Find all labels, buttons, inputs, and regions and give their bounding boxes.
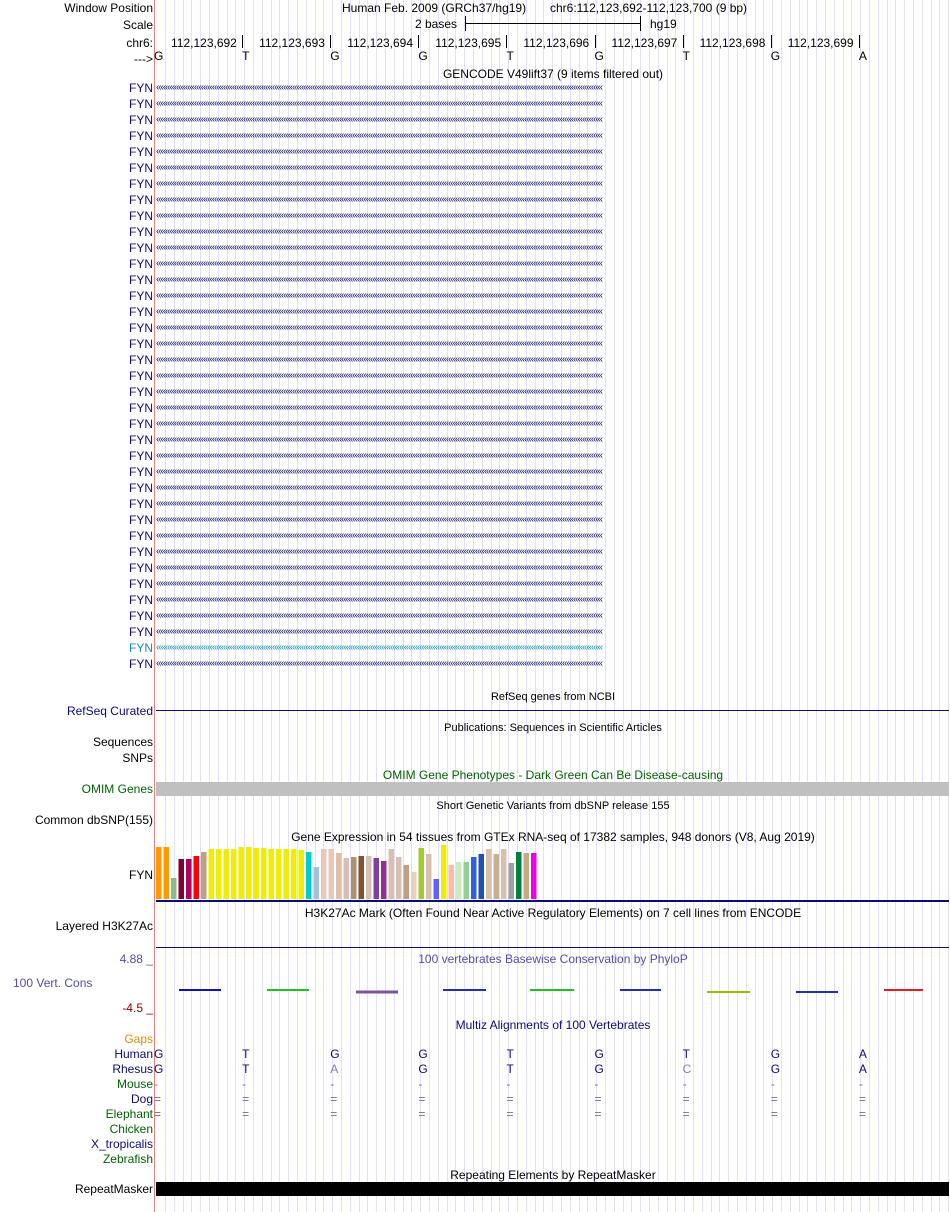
gencode-transcript[interactable]: ‹‹‹‹‹‹‹‹‹‹‹‹‹‹‹‹‹‹‹‹‹‹‹‹‹‹‹‹‹‹‹‹‹‹‹‹‹‹‹‹‹‹‹‹‹‹‹‹‹‹‹‹‹‹‹‹‹‹‹‹‹‹‹‹‹‹‹‹‹‹‹‹‹‹‹‹‹‹‹‹‹‹‹‹‹‹‹‹‹‹‹‹‹‹‹‹‹‹‹‹‹‹‹‹‹‹‹‹‹‹‹‹‹‹‹‹‹‹‹‹‹‹‹‹‹‹‹‹‹‹‹‹‹‹‹‹‹‹‹‹‹‹‹‹‹‹‹‹‹‹‹‹‹‹‹‹‹‹‹‹‹‹‹‹‹‹‹‹‹‹‹‹‹‹‹‹‹‹‹‹‹‹‹‹‹‹‹‹‹‹‹‹‹‹‹‹‹‹‹‹ bbox=[156, 450, 603, 461]
gaps-label[interactable]: Gaps bbox=[124, 1032, 153, 1046]
base-letter: G bbox=[594, 49, 604, 63]
assembly-label: Human Feb. 2009 (GRCh37/hg19) bbox=[342, 1, 527, 15]
gencode-transcript[interactable]: ‹‹‹‹‹‹‹‹‹‹‹‹‹‹‹‹‹‹‹‹‹‹‹‹‹‹‹‹‹‹‹‹‹‹‹‹‹‹‹‹‹‹‹‹‹‹‹‹‹‹‹‹‹‹‹‹‹‹‹‹‹‹‹‹‹‹‹‹‹‹‹‹‹‹‹‹‹‹‹‹‹‹‹‹‹‹‹‹‹‹‹‹‹‹‹‹‹‹‹‹‹‹‹‹‹‹‹‹‹‹‹‹‹‹‹‹‹‹‹‹‹‹‹‹‹‹‹‹‹‹‹‹‹‹‹‹‹‹‹‹‹‹‹‹‹‹‹‹‹‹‹‹‹‹‹‹‹‹‹‹‹‹‹‹‹‹‹‹‹‹‹‹‹‹‹‹‹‹‹‹‹‹‹‹‹‹‹‹‹‹‹‹‹‹‹‹‹‹‹‹ bbox=[156, 130, 603, 141]
publications-track-title[interactable]: Publications: Sequences in Scientific Articles bbox=[444, 722, 662, 734]
gencode-transcript[interactable]: ‹‹‹‹‹‹‹‹‹‹‹‹‹‹‹‹‹‹‹‹‹‹‹‹‹‹‹‹‹‹‹‹‹‹‹‹‹‹‹‹‹‹‹‹‹‹‹‹‹‹‹‹‹‹‹‹‹‹‹‹‹‹‹‹‹‹‹‹‹‹‹‹‹‹‹‹‹‹‹‹‹‹‹‹‹‹‹‹‹‹‹‹‹‹‹‹‹‹‹‹‹‹‹‹‹‹‹‹‹‹‹‹‹‹‹‹‹‹‹‹‹‹‹‹‹‹‹‹‹‹‹‹‹‹‹‹‹‹‹‹‹‹‹‹‹‹‹‹‹‹‹‹‹‹‹‹‹‹‹‹‹‹‹‹‹‹‹‹‹‹‹‹‹‹‹‹‹‹‹‹‹‹‹‹‹‹‹‹‹‹‹‹‹‹‹‹‹‹‹‹ bbox=[156, 82, 603, 93]
multiz-base: G bbox=[770, 1047, 781, 1061]
gencode-gene-label[interactable]: FYN bbox=[129, 465, 153, 479]
gencode-transcript[interactable]: ‹‹‹‹‹‹‹‹‹‹‹‹‹‹‹‹‹‹‹‹‹‹‹‹‹‹‹‹‹‹‹‹‹‹‹‹‹‹‹‹‹‹‹‹‹‹‹‹‹‹‹‹‹‹‹‹‹‹‹‹‹‹‹‹‹‹‹‹‹‹‹‹‹‹‹‹‹‹‹‹‹‹‹‹‹‹‹‹‹‹‹‹‹‹‹‹‹‹‹‹‹‹‹‹‹‹‹‹‹‹‹‹‹‹‹‹‹‹‹‹‹‹‹‹‹‹‹‹‹‹‹‹‹‹‹‹‹‹‹‹‹‹‹‹‹‹‹‹‹‹‹‹‹‹‹‹‹‹‹‹‹‹‹‹‹‹‹‹‹‹‹‹‹‹‹‹‹‹‹‹‹‹‹‹‹‹‹‹‹‹‹‹‹‹‹‹‹‹‹‹ bbox=[156, 226, 603, 237]
refseq-label[interactable]: RefSeq Curated bbox=[66, 704, 153, 718]
gencode-transcript[interactable]: ‹‹‹‹‹‹‹‹‹‹‹‹‹‹‹‹‹‹‹‹‹‹‹‹‹‹‹‹‹‹‹‹‹‹‹‹‹‹‹‹‹‹‹‹‹‹‹‹‹‹‹‹‹‹‹‹‹‹‹‹‹‹‹‹‹‹‹‹‹‹‹‹‹‹‹‹‹‹‹‹‹‹‹‹‹‹‹‹‹‹‹‹‹‹‹‹‹‹‹‹‹‹‹‹‹‹‹‹‹‹‹‹‹‹‹‹‹‹‹‹‹‹‹‹‹‹‹‹‹‹‹‹‹‹‹‹‹‹‹‹‹‹‹‹‹‹‹‹‹‹‹‹‹‹‹‹‹‹‹‹‹‹‹‹‹‹‹‹‹‹‹‹‹‹‹‹‹‹‹‹‹‹‹‹‹‹‹‹‹‹‹‹‹‹‹‹‹‹‹‹ bbox=[156, 578, 603, 589]
multiz-track-title[interactable]: Multiz Alignments of 100 Vertebrates bbox=[455, 1018, 651, 1032]
gencode-gene-label[interactable]: FYN bbox=[129, 337, 153, 351]
gencode-gene-label[interactable]: FYN bbox=[129, 481, 153, 495]
gencode-gene-label[interactable]: FYN bbox=[129, 161, 153, 175]
gencode-gene-label[interactable]: FYN bbox=[129, 449, 153, 463]
gencode-transcript[interactable]: ‹‹‹‹‹‹‹‹‹‹‹‹‹‹‹‹‹‹‹‹‹‹‹‹‹‹‹‹‹‹‹‹‹‹‹‹‹‹‹‹‹‹‹‹‹‹‹‹‹‹‹‹‹‹‹‹‹‹‹‹‹‹‹‹‹‹‹‹‹‹‹‹‹‹‹‹‹‹‹‹‹‹‹‹‹‹‹‹‹‹‹‹‹‹‹‹‹‹‹‹‹‹‹‹‹‹‹‹‹‹‹‹‹‹‹‹‹‹‹‹‹‹‹‹‹‹‹‹‹‹‹‹‹‹‹‹‹‹‹‹‹‹‹‹‹‹‹‹‹‹‹‹‹‹‹‹‹‹‹‹‹‹‹‹‹‹‹‹‹‹‹‹‹‹‹‹‹‹‹‹‹‹‹‹‹‹‹‹‹‹‹‹‹‹‹‹‹‹‹‹ bbox=[156, 98, 603, 109]
base-letter: G bbox=[330, 49, 340, 63]
gencode-gene-label[interactable]: FYN bbox=[129, 401, 153, 415]
base-letter: T bbox=[682, 49, 690, 63]
gencode-track-title[interactable]: GENCODE V49lift37 (9 items filtered out) bbox=[442, 67, 664, 81]
multiz-base: = bbox=[594, 1107, 602, 1121]
gencode-transcript[interactable]: ‹‹‹‹‹‹‹‹‹‹‹‹‹‹‹‹‹‹‹‹‹‹‹‹‹‹‹‹‹‹‹‹‹‹‹‹‹‹‹‹‹‹‹‹‹‹‹‹‹‹‹‹‹‹‹‹‹‹‹‹‹‹‹‹‹‹‹‹‹‹‹‹‹‹‹‹‹‹‹‹‹‹‹‹‹‹‹‹‹‹‹‹‹‹‹‹‹‹‹‹‹‹‹‹‹‹‹‹‹‹‹‹‹‹‹‹‹‹‹‹‹‹‹‹‹‹‹‹‹‹‹‹‹‹‹‹‹‹‹‹‹‹‹‹‹‹‹‹‹‹‹‹‹‹‹‹‹‹‹‹‹‹‹‹‹‹‹‹‹‹‹‹‹‹‹‹‹‹‹‹‹‹‹‹‹‹‹‹‹‹‹‹‹‹‹‹‹‹‹‹ bbox=[156, 626, 603, 637]
ruler-position: 112,123,696 bbox=[523, 36, 590, 50]
ruler-position: 112,123,695 bbox=[435, 36, 502, 50]
ruler-position: 112,123,692 bbox=[171, 36, 237, 50]
base-letter: A bbox=[858, 49, 867, 63]
gencode-transcript[interactable]: ‹‹‹‹‹‹‹‹‹‹‹‹‹‹‹‹‹‹‹‹‹‹‹‹‹‹‹‹‹‹‹‹‹‹‹‹‹‹‹‹‹‹‹‹‹‹‹‹‹‹‹‹‹‹‹‹‹‹‹‹‹‹‹‹‹‹‹‹‹‹‹‹‹‹‹‹‹‹‹‹‹‹‹‹‹‹‹‹‹‹‹‹‹‹‹‹‹‹‹‹‹‹‹‹‹‹‹‹‹‹‹‹‹‹‹‹‹‹‹‹‹‹‹‹‹‹‹‹‹‹‹‹‹‹‹‹‹‹‹‹‹‹‹‹‹‹‹‹‹‹‹‹‹‹‹‹‹‹‹‹‹‹‹‹‹‹‹‹‹‹‹‹‹‹‹‹‹‹‹‹‹‹‹‹‹‹‹‹‹‹‹‹‹‹‹‹‹‹‹‹ bbox=[156, 498, 603, 509]
gencode-transcript[interactable]: ‹‹‹‹‹‹‹‹‹‹‹‹‹‹‹‹‹‹‹‹‹‹‹‹‹‹‹‹‹‹‹‹‹‹‹‹‹‹‹‹‹‹‹‹‹‹‹‹‹‹‹‹‹‹‹‹‹‹‹‹‹‹‹‹‹‹‹‹‹‹‹‹‹‹‹‹‹‹‹‹‹‹‹‹‹‹‹‹‹‹‹‹‹‹‹‹‹‹‹‹‹‹‹‹‹‹‹‹‹‹‹‹‹‹‹‹‹‹‹‹‹‹‹‹‹‹‹‹‹‹‹‹‹‹‹‹‹‹‹‹‹‹‹‹‹‹‹‹‹‹‹‹‹‹‹‹‹‹‹‹‹‹‹‹‹‹‹‹‹‹‹‹‹‹‹‹‹‹‹‹‹‹‹‹‹‹‹‹‹‹‹‹‹‹‹‹‹‹‹‹ bbox=[156, 194, 603, 205]
gencode-gene-label[interactable]: FYN bbox=[129, 321, 153, 335]
gencode-gene-label[interactable]: FYN bbox=[129, 177, 153, 191]
omim-track-title[interactable]: OMIM Gene Phenotypes - Dark Green Can Be Disease-causing bbox=[382, 768, 724, 782]
multiz-base: = bbox=[682, 1107, 690, 1121]
multiz-base: = bbox=[242, 1092, 250, 1106]
gencode-transcript[interactable]: ‹‹‹‹‹‹‹‹‹‹‹‹‹‹‹‹‹‹‹‹‹‹‹‹‹‹‹‹‹‹‹‹‹‹‹‹‹‹‹‹‹‹‹‹‹‹‹‹‹‹‹‹‹‹‹‹‹‹‹‹‹‹‹‹‹‹‹‹‹‹‹‹‹‹‹‹‹‹‹‹‹‹‹‹‹‹‹‹‹‹‹‹‹‹‹‹‹‹‹‹‹‹‹‹‹‹‹‹‹‹‹‹‹‹‹‹‹‹‹‹‹‹‹‹‹‹‹‹‹‹‹‹‹‹‹‹‹‹‹‹‹‹‹‹‹‹‹‹‹‹‹‹‹‹‹‹‹‹‹‹‹‹‹‹‹‹‹‹‹‹‹‹‹‹‹‹‹‹‹‹‹‹‹‹‹‹‹‹‹‹‹‹‹‹‹‹‹‹‹‹ bbox=[156, 258, 603, 269]
gencode-transcript[interactable]: ‹‹‹‹‹‹‹‹‹‹‹‹‹‹‹‹‹‹‹‹‹‹‹‹‹‹‹‹‹‹‹‹‹‹‹‹‹‹‹‹‹‹‹‹‹‹‹‹‹‹‹‹‹‹‹‹‹‹‹‹‹‹‹‹‹‹‹‹‹‹‹‹‹‹‹‹‹‹‹‹‹‹‹‹‹‹‹‹‹‹‹‹‹‹‹‹‹‹‹‹‹‹‹‹‹‹‹‹‹‹‹‹‹‹‹‹‹‹‹‹‹‹‹‹‹‹‹‹‹‹‹‹‹‹‹‹‹‹‹‹‹‹‹‹‹‹‹‹‹‹‹‹‹‹‹‹‹‹‹‹‹‹‹‹‹‹‹‹‹‹‹‹‹‹‹‹‹‹‹‹‹‹‹‹‹‹‹‹‹‹‹‹‹‹‹‹‹‹‹‹ bbox=[156, 434, 603, 445]
gencode-gene-label[interactable]: FYN bbox=[129, 353, 153, 367]
gencode-transcript[interactable]: ‹‹‹‹‹‹‹‹‹‹‹‹‹‹‹‹‹‹‹‹‹‹‹‹‹‹‹‹‹‹‹‹‹‹‹‹‹‹‹‹‹‹‹‹‹‹‹‹‹‹‹‹‹‹‹‹‹‹‹‹‹‹‹‹‹‹‹‹‹‹‹‹‹‹‹‹‹‹‹‹‹‹‹‹‹‹‹‹‹‹‹‹‹‹‹‹‹‹‹‹‹‹‹‹‹‹‹‹‹‹‹‹‹‹‹‹‹‹‹‹‹‹‹‹‹‹‹‹‹‹‹‹‹‹‹‹‹‹‹‹‹‹‹‹‹‹‹‹‹‹‹‹‹‹‹‹‹‹‹‹‹‹‹‹‹‹‹‹‹‹‹‹‹‹‹‹‹‹‹‹‹‹‹‹‹‹‹‹‹‹‹‹‹‹‹‹‹‹‹‹ bbox=[156, 306, 603, 317]
multiz-base: = bbox=[506, 1107, 514, 1121]
gencode-gene-label[interactable]: FYN bbox=[129, 561, 153, 575]
multiz-base: = bbox=[770, 1092, 778, 1106]
omim-label[interactable]: OMIM Genes bbox=[81, 782, 153, 796]
multiz-species-label[interactable]: X_tropicalis bbox=[90, 1137, 153, 1151]
multiz-base: = bbox=[242, 1107, 250, 1121]
multiz-base: G bbox=[154, 1062, 164, 1076]
gencode-transcript[interactable]: ‹‹‹‹‹‹‹‹‹‹‹‹‹‹‹‹‹‹‹‹‹‹‹‹‹‹‹‹‹‹‹‹‹‹‹‹‹‹‹‹‹‹‹‹‹‹‹‹‹‹‹‹‹‹‹‹‹‹‹‹‹‹‹‹‹‹‹‹‹‹‹‹‹‹‹‹‹‹‹‹‹‹‹‹‹‹‹‹‹‹‹‹‹‹‹‹‹‹‹‹‹‹‹‹‹‹‹‹‹‹‹‹‹‹‹‹‹‹‹‹‹‹‹‹‹‹‹‹‹‹‹‹‹‹‹‹‹‹‹‹‹‹‹‹‹‹‹‹‹‹‹‹‹‹‹‹‹‹‹‹‹‹‹‹‹‹‹‹‹‹‹‹‹‹‹‹‹‹‹‹‹‹‹‹‹‹‹‹‹‹‹‹‹‹‹‹‹‹‹‹ bbox=[156, 210, 603, 221]
multiz-base: G bbox=[418, 1047, 428, 1061]
repeatmasker-track-title[interactable]: Repeating Elements by RepeatMasker bbox=[450, 1168, 656, 1182]
base-letter: G bbox=[418, 49, 428, 63]
gencode-gene-label[interactable]: FYN bbox=[129, 593, 153, 607]
multiz-base: - bbox=[418, 1077, 423, 1091]
multiz-base: - bbox=[594, 1077, 599, 1091]
gencode-transcript[interactable]: ‹‹‹‹‹‹‹‹‹‹‹‹‹‹‹‹‹‹‹‹‹‹‹‹‹‹‹‹‹‹‹‹‹‹‹‹‹‹‹‹‹‹‹‹‹‹‹‹‹‹‹‹‹‹‹‹‹‹‹‹‹‹‹‹‹‹‹‹‹‹‹‹‹‹‹‹‹‹‹‹‹‹‹‹‹‹‹‹‹‹‹‹‹‹‹‹‹‹‹‹‹‹‹‹‹‹‹‹‹‹‹‹‹‹‹‹‹‹‹‹‹‹‹‹‹‹‹‹‹‹‹‹‹‹‹‹‹‹‹‹‹‹‹‹‹‹‹‹‹‹‹‹‹‹‹‹‹‹‹‹‹‹‹‹‹‹‹‹‹‹‹‹‹‹‹‹‹‹‹‹‹‹‹‹‹‹‹‹‹‹‹‹‹‹‹‹‹‹‹‹ bbox=[156, 338, 603, 349]
gencode-gene-label[interactable]: FYN bbox=[129, 641, 153, 655]
multiz-base: T bbox=[506, 1062, 514, 1076]
gencode-transcript[interactable]: ‹‹‹‹‹‹‹‹‹‹‹‹‹‹‹‹‹‹‹‹‹‹‹‹‹‹‹‹‹‹‹‹‹‹‹‹‹‹‹‹‹‹‹‹‹‹‹‹‹‹‹‹‹‹‹‹‹‹‹‹‹‹‹‹‹‹‹‹‹‹‹‹‹‹‹‹‹‹‹‹‹‹‹‹‹‹‹‹‹‹‹‹‹‹‹‹‹‹‹‹‹‹‹‹‹‹‹‹‹‹‹‹‹‹‹‹‹‹‹‹‹‹‹‹‹‹‹‹‹‹‹‹‹‹‹‹‹‹‹‹‹‹‹‹‹‹‹‹‹‹‹‹‹‹‹‹‹‹‹‹‹‹‹‹‹‹‹‹‹‹‹‹‹‹‹‹‹‹‹‹‹‹‹‹‹‹‹‹‹‹‹‹‹‹‹‹‹‹‹‹ bbox=[156, 546, 603, 557]
gencode-transcript[interactable]: ‹‹‹‹‹‹‹‹‹‹‹‹‹‹‹‹‹‹‹‹‹‹‹‹‹‹‹‹‹‹‹‹‹‹‹‹‹‹‹‹‹‹‹‹‹‹‹‹‹‹‹‹‹‹‹‹‹‹‹‹‹‹‹‹‹‹‹‹‹‹‹‹‹‹‹‹‹‹‹‹‹‹‹‹‹‹‹‹‹‹‹‹‹‹‹‹‹‹‹‹‹‹‹‹‹‹‹‹‹‹‹‹‹‹‹‹‹‹‹‹‹‹‹‹‹‹‹‹‹‹‹‹‹‹‹‹‹‹‹‹‹‹‹‹‹‹‹‹‹‹‹‹‹‹‹‹‹‹‹‹‹‹‹‹‹‹‹‹‹‹‹‹‹‹‹‹‹‹‹‹‹‹‹‹‹‹‹‹‹‹‹‹‹‹‹‹‹‹‹‹ bbox=[156, 370, 603, 381]
refseq-track-title[interactable]: RefSeq genes from NCBI bbox=[490, 691, 616, 703]
multiz-base: A bbox=[858, 1047, 867, 1061]
gencode-gene-label[interactable]: FYN bbox=[129, 305, 153, 319]
dbsnp-label[interactable]: Common dbSNP(155) bbox=[34, 813, 153, 827]
phylop-ymin: -4.5 _ bbox=[122, 1001, 153, 1015]
multiz-base: - bbox=[682, 1077, 687, 1091]
gencode-transcript[interactable]: ‹‹‹‹‹‹‹‹‹‹‹‹‹‹‹‹‹‹‹‹‹‹‹‹‹‹‹‹‹‹‹‹‹‹‹‹‹‹‹‹‹‹‹‹‹‹‹‹‹‹‹‹‹‹‹‹‹‹‹‹‹‹‹‹‹‹‹‹‹‹‹‹‹‹‹‹‹‹‹‹‹‹‹‹‹‹‹‹‹‹‹‹‹‹‹‹‹‹‹‹‹‹‹‹‹‹‹‹‹‹‹‹‹‹‹‹‹‹‹‹‹‹‹‹‹‹‹‹‹‹‹‹‹‹‹‹‹‹‹‹‹‹‹‹‹‹‹‹‹‹‹‹‹‹‹‹‹‹‹‹‹‹‹‹‹‹‹‹‹‹‹‹‹‹‹‹‹‹‹‹‹‹‹‹‹‹‹‹‹‹‹‹‹‹‹‹‹‹‹‹ bbox=[156, 514, 603, 525]
multiz-base: - bbox=[506, 1077, 511, 1091]
multiz-base: = bbox=[330, 1092, 338, 1106]
gencode-transcript[interactable]: ‹‹‹‹‹‹‹‹‹‹‹‹‹‹‹‹‹‹‹‹‹‹‹‹‹‹‹‹‹‹‹‹‹‹‹‹‹‹‹‹‹‹‹‹‹‹‹‹‹‹‹‹‹‹‹‹‹‹‹‹‹‹‹‹‹‹‹‹‹‹‹‹‹‹‹‹‹‹‹‹‹‹‹‹‹‹‹‹‹‹‹‹‹‹‹‹‹‹‹‹‹‹‹‹‹‹‹‹‹‹‹‹‹‹‹‹‹‹‹‹‹‹‹‹‹‹‹‹‹‹‹‹‹‹‹‹‹‹‹‹‹‹‹‹‹‹‹‹‹‹‹‹‹‹‹‹‹‹‹‹‹‹‹‹‹‹‹‹‹‹‹‹‹‹‹‹‹‹‹‹‹‹‹‹‹‹‹‹‹‹‹‹‹‹‹‹‹‹‹‹ bbox=[156, 242, 603, 253]
multiz-base: G bbox=[330, 1047, 340, 1061]
multiz-base: G bbox=[770, 1062, 781, 1076]
gencode-transcript[interactable]: ‹‹‹‹‹‹‹‹‹‹‹‹‹‹‹‹‹‹‹‹‹‹‹‹‹‹‹‹‹‹‹‹‹‹‹‹‹‹‹‹‹‹‹‹‹‹‹‹‹‹‹‹‹‹‹‹‹‹‹‹‹‹‹‹‹‹‹‹‹‹‹‹‹‹‹‹‹‹‹‹‹‹‹‹‹‹‹‹‹‹‹‹‹‹‹‹‹‹‹‹‹‹‹‹‹‹‹‹‹‹‹‹‹‹‹‹‹‹‹‹‹‹‹‹‹‹‹‹‹‹‹‹‹‹‹‹‹‹‹‹‹‹‹‹‹‹‹‹‹‹‹‹‹‹‹‹‹‹‹‹‹‹‹‹‹‹‹‹‹‹‹‹‹‹‹‹‹‹‹‹‹‹‹‹‹‹‹‹‹‹‹‹‹‹‹‹‹‹‹‹ bbox=[156, 274, 603, 285]
multiz-base: G bbox=[418, 1062, 428, 1076]
multiz-base: T bbox=[682, 1047, 690, 1061]
multiz-base: = bbox=[418, 1107, 426, 1121]
gencode-transcript[interactable]: ‹‹‹‹‹‹‹‹‹‹‹‹‹‹‹‹‹‹‹‹‹‹‹‹‹‹‹‹‹‹‹‹‹‹‹‹‹‹‹‹‹‹‹‹‹‹‹‹‹‹‹‹‹‹‹‹‹‹‹‹‹‹‹‹‹‹‹‹‹‹‹‹‹‹‹‹‹‹‹‹‹‹‹‹‹‹‹‹‹‹‹‹‹‹‹‹‹‹‹‹‹‹‹‹‹‹‹‹‹‹‹‹‹‹‹‹‹‹‹‹‹‹‹‹‹‹‹‹‹‹‹‹‹‹‹‹‹‹‹‹‹‹‹‹‹‹‹‹‹‹‹‹‹‹‹‹‹‹‹‹‹‹‹‹‹‹‹‹‹‹‹‹‹‹‹‹‹‹‹‹‹‹‹‹‹‹‹‹‹‹‹‹‹‹‹‹‹‹‹‹ bbox=[156, 322, 603, 333]
multiz-base: = bbox=[154, 1107, 162, 1121]
multiz-base: T bbox=[242, 1062, 250, 1076]
ruler-position: 112,123,697 bbox=[611, 36, 678, 50]
gencode-transcript[interactable]: ‹‹‹‹‹‹‹‹‹‹‹‹‹‹‹‹‹‹‹‹‹‹‹‹‹‹‹‹‹‹‹‹‹‹‹‹‹‹‹‹‹‹‹‹‹‹‹‹‹‹‹‹‹‹‹‹‹‹‹‹‹‹‹‹‹‹‹‹‹‹‹‹‹‹‹‹‹‹‹‹‹‹‹‹‹‹‹‹‹‹‹‹‹‹‹‹‹‹‹‹‹‹‹‹‹‹‹‹‹‹‹‹‹‹‹‹‹‹‹‹‹‹‹‹‹‹‹‹‹‹‹‹‹‹‹‹‹‹‹‹‹‹‹‹‹‹‹‹‹‹‹‹‹‹‹‹‹‹‹‹‹‹‹‹‹‹‹‹‹‹‹‹‹‹‹‹‹‹‹‹‹‹‹‹‹‹‹‹‹‹‹‹‹‹‹‹‹‹‹‹ bbox=[156, 658, 603, 669]
window-position-label: Window Position bbox=[64, 1, 153, 15]
multiz-base: T bbox=[242, 1047, 250, 1061]
gencode-transcript[interactable]: ‹‹‹‹‹‹‹‹‹‹‹‹‹‹‹‹‹‹‹‹‹‹‹‹‹‹‹‹‹‹‹‹‹‹‹‹‹‹‹‹‹‹‹‹‹‹‹‹‹‹‹‹‹‹‹‹‹‹‹‹‹‹‹‹‹‹‹‹‹‹‹‹‹‹‹‹‹‹‹‹‹‹‹‹‹‹‹‹‹‹‹‹‹‹‹‹‹‹‹‹‹‹‹‹‹‹‹‹‹‹‹‹‹‹‹‹‹‹‹‹‹‹‹‹‹‹‹‹‹‹‹‹‹‹‹‹‹‹‹‹‹‹‹‹‹‹‹‹‹‹‹‹‹‹‹‹‹‹‹‹‹‹‹‹‹‹‹‹‹‹‹‹‹‹‹‹‹‹‹‹‹‹‹‹‹‹‹‹‹‹‹‹‹‹‹‹‹‹‹‹ bbox=[156, 290, 603, 301]
gencode-transcript[interactable]: ‹‹‹‹‹‹‹‹‹‹‹‹‹‹‹‹‹‹‹‹‹‹‹‹‹‹‹‹‹‹‹‹‹‹‹‹‹‹‹‹‹‹‹‹‹‹‹‹‹‹‹‹‹‹‹‹‹‹‹‹‹‹‹‹‹‹‹‹‹‹‹‹‹‹‹‹‹‹‹‹‹‹‹‹‹‹‹‹‹‹‹‹‹‹‹‹‹‹‹‹‹‹‹‹‹‹‹‹‹‹‹‹‹‹‹‹‹‹‹‹‹‹‹‹‹‹‹‹‹‹‹‹‹‹‹‹‹‹‹‹‹‹‹‹‹‹‹‹‹‹‹‹‹‹‹‹‹‹‹‹‹‹‹‹‹‹‹‹‹‹‹‹‹‹‹‹‹‹‹‹‹‹‹‹‹‹‹‹‹‹‹‹‹‹‹‹‹‹‹‹ bbox=[156, 610, 603, 621]
window-position-value: chr6:112,123,692-112,123,700 (9 bp) bbox=[550, 1, 748, 15]
gencode-gene-label[interactable]: FYN bbox=[129, 577, 153, 591]
gencode-gene-label[interactable]: FYN bbox=[129, 529, 153, 543]
multiz-species-label[interactable]: Elephant bbox=[105, 1107, 153, 1121]
multiz-species-label[interactable]: Human bbox=[114, 1047, 153, 1061]
gencode-transcript[interactable]: ‹‹‹‹‹‹‹‹‹‹‹‹‹‹‹‹‹‹‹‹‹‹‹‹‹‹‹‹‹‹‹‹‹‹‹‹‹‹‹‹‹‹‹‹‹‹‹‹‹‹‹‹‹‹‹‹‹‹‹‹‹‹‹‹‹‹‹‹‹‹‹‹‹‹‹‹‹‹‹‹‹‹‹‹‹‹‹‹‹‹‹‹‹‹‹‹‹‹‹‹‹‹‹‹‹‹‹‹‹‹‹‹‹‹‹‹‹‹‹‹‹‹‹‹‹‹‹‹‹‹‹‹‹‹‹‹‹‹‹‹‹‹‹‹‹‹‹‹‹‹‹‹‹‹‹‹‹‹‹‹‹‹‹‹‹‹‹‹‹‹‹‹‹‹‹‹‹‹‹‹‹‹‹‹‹‹‹‹‹‹‹‹‹‹‹‹‹‹‹‹ bbox=[156, 594, 603, 605]
multiz-base: = bbox=[506, 1092, 514, 1106]
gtex-track-title[interactable]: Gene Expression in 54 tissues from GTEx RNA-seq of 17382 samples, 948 donors (V8, Aug 2019) bbox=[291, 830, 815, 844]
dbsnp-track-title[interactable]: Short Genetic Variants from dbSNP release 155 bbox=[436, 800, 670, 812]
multiz-base: = bbox=[858, 1092, 866, 1106]
gencode-gene-label[interactable]: FYN bbox=[129, 193, 153, 207]
gencode-transcript[interactable]: ‹‹‹‹‹‹‹‹‹‹‹‹‹‹‹‹‹‹‹‹‹‹‹‹‹‹‹‹‹‹‹‹‹‹‹‹‹‹‹‹‹‹‹‹‹‹‹‹‹‹‹‹‹‹‹‹‹‹‹‹‹‹‹‹‹‹‹‹‹‹‹‹‹‹‹‹‹‹‹‹‹‹‹‹‹‹‹‹‹‹‹‹‹‹‹‹‹‹‹‹‹‹‹‹‹‹‹‹‹‹‹‹‹‹‹‹‹‹‹‹‹‹‹‹‹‹‹‹‹‹‹‹‹‹‹‹‹‹‹‹‹‹‹‹‹‹‹‹‹‹‹‹‹‹‹‹‹‹‹‹‹‹‹‹‹‹‹‹‹‹‹‹‹‹‹‹‹‹‹‹‹‹‹‹‹‹‹‹‹‹‹‹‹‹‹‹‹‹‹‹ bbox=[156, 530, 603, 541]
repeatmasker-feature[interactable] bbox=[156, 1182, 949, 1196]
gencode-gene-label[interactable]: FYN bbox=[129, 145, 153, 159]
gencode-gene-label[interactable]: FYN bbox=[129, 81, 153, 95]
gencode-transcript[interactable]: ‹‹‹‹‹‹‹‹‹‹‹‹‹‹‹‹‹‹‹‹‹‹‹‹‹‹‹‹‹‹‹‹‹‹‹‹‹‹‹‹‹‹‹‹‹‹‹‹‹‹‹‹‹‹‹‹‹‹‹‹‹‹‹‹‹‹‹‹‹‹‹‹‹‹‹‹‹‹‹‹‹‹‹‹‹‹‹‹‹‹‹‹‹‹‹‹‹‹‹‹‹‹‹‹‹‹‹‹‹‹‹‹‹‹‹‹‹‹‹‹‹‹‹‹‹‹‹‹‹‹‹‹‹‹‹‹‹‹‹‹‹‹‹‹‹‹‹‹‹‹‹‹‹‹‹‹‹‹‹‹‹‹‹‹‹‹‹‹‹‹‹‹‹‹‹‹‹‹‹‹‹‹‹‹‹‹‹‹‹‹‹‹‹‹‹‹‹‹‹‹ bbox=[156, 562, 603, 573]
gencode-gene-label[interactable]: FYN bbox=[129, 97, 153, 111]
scale-label: Scale bbox=[122, 18, 153, 32]
multiz-base: - bbox=[858, 1077, 863, 1091]
phylop-ymax: 4.88 _ bbox=[119, 952, 153, 966]
repeatmasker-label[interactable]: RepeatMasker bbox=[74, 1182, 153, 1196]
gencode-gene-label[interactable]: FYN bbox=[129, 241, 153, 255]
h3k27ac-track-title[interactable]: H3K27Ac Mark (Often Found Near Active Regulatory Elements) on 7 cell lines from ENCODE bbox=[304, 906, 802, 920]
multiz-base: = bbox=[418, 1092, 426, 1106]
multiz-base: T bbox=[506, 1047, 514, 1061]
gencode-gene-label[interactable]: FYN bbox=[129, 129, 153, 143]
gencode-gene-label[interactable]: FYN bbox=[129, 417, 153, 431]
multiz-base: A bbox=[330, 1062, 339, 1076]
base-letter: T bbox=[506, 49, 514, 63]
multiz-species-label[interactable]: Dog bbox=[130, 1092, 153, 1106]
multiz-base: G bbox=[154, 1047, 164, 1061]
gencode-transcript[interactable]: ‹‹‹‹‹‹‹‹‹‹‹‹‹‹‹‹‹‹‹‹‹‹‹‹‹‹‹‹‹‹‹‹‹‹‹‹‹‹‹‹‹‹‹‹‹‹‹‹‹‹‹‹‹‹‹‹‹‹‹‹‹‹‹‹‹‹‹‹‹‹‹‹‹‹‹‹‹‹‹‹‹‹‹‹‹‹‹‹‹‹‹‹‹‹‹‹‹‹‹‹‹‹‹‹‹‹‹‹‹‹‹‹‹‹‹‹‹‹‹‹‹‹‹‹‹‹‹‹‹‹‹‹‹‹‹‹‹‹‹‹‹‹‹‹‹‹‹‹‹‹‹‹‹‹‹‹‹‹‹‹‹‹‹‹‹‹‹‹‹‹‹‹‹‹‹‹‹‹‹‹‹‹‹‹‹‹‹‹‹‹‹‹‹‹‹‹‹‹‹‹ bbox=[156, 386, 603, 397]
ruler-position: 112,123,694 bbox=[347, 36, 414, 50]
strand-label: ---> bbox=[134, 52, 153, 66]
multiz-base: G bbox=[594, 1062, 604, 1076]
gencode-transcript[interactable]: ‹‹‹‹‹‹‹‹‹‹‹‹‹‹‹‹‹‹‹‹‹‹‹‹‹‹‹‹‹‹‹‹‹‹‹‹‹‹‹‹‹‹‹‹‹‹‹‹‹‹‹‹‹‹‹‹‹‹‹‹‹‹‹‹‹‹‹‹‹‹‹‹‹‹‹‹‹‹‹‹‹‹‹‹‹‹‹‹‹‹‹‹‹‹‹‹‹‹‹‹‹‹‹‹‹‹‹‹‹‹‹‹‹‹‹‹‹‹‹‹‹‹‹‹‹‹‹‹‹‹‹‹‹‹‹‹‹‹‹‹‹‹‹‹‹‹‹‹‹‹‹‹‹‹‹‹‹‹‹‹‹‹‹‹‹‹‹‹‹‹‹‹‹‹‹‹‹‹‹‹‹‹‹‹‹‹‹‹‹‹‹‹‹‹‹‹‹‹‹‹ bbox=[156, 114, 603, 125]
h3k27ac-label[interactable]: Layered H3K27Ac bbox=[55, 919, 153, 933]
gencode-gene-label[interactable]: FYN bbox=[129, 113, 153, 127]
phylop-track-title[interactable]: 100 vertebrates Basewise Conservation by PhyloP bbox=[418, 952, 688, 966]
multiz-base: = bbox=[154, 1092, 162, 1106]
multiz-species-label[interactable]: Rhesus bbox=[112, 1062, 153, 1076]
gencode-gene-label[interactable]: FYN bbox=[129, 289, 153, 303]
gencode-gene-label[interactable]: FYN bbox=[129, 209, 153, 223]
publications-snps-label[interactable]: SNPs bbox=[122, 751, 153, 765]
gencode-gene-label[interactable]: FYN bbox=[129, 369, 153, 383]
multiz-species-label[interactable]: Chicken bbox=[109, 1122, 153, 1136]
gencode-gene-label[interactable]: FYN bbox=[129, 609, 153, 623]
gtex-label[interactable]: FYN bbox=[129, 868, 153, 882]
multiz-base: G bbox=[594, 1047, 604, 1061]
multiz-base: = bbox=[682, 1092, 690, 1106]
multiz-base: = bbox=[330, 1107, 338, 1121]
gencode-transcript[interactable]: ‹‹‹‹‹‹‹‹‹‹‹‹‹‹‹‹‹‹‹‹‹‹‹‹‹‹‹‹‹‹‹‹‹‹‹‹‹‹‹‹‹‹‹‹‹‹‹‹‹‹‹‹‹‹‹‹‹‹‹‹‹‹‹‹‹‹‹‹‹‹‹‹‹‹‹‹‹‹‹‹‹‹‹‹‹‹‹‹‹‹‹‹‹‹‹‹‹‹‹‹‹‹‹‹‹‹‹‹‹‹‹‹‹‹‹‹‹‹‹‹‹‹‹‹‹‹‹‹‹‹‹‹‹‹‹‹‹‹‹‹‹‹‹‹‹‹‹‹‹‹‹‹‹‹‹‹‹‹‹‹‹‹‹‹‹‹‹‹‹‹‹‹‹‹‹‹‹‹‹‹‹‹‹‹‹‹‹‹‹‹‹‹‹‹‹‹‹‹‹‹ bbox=[156, 162, 603, 173]
multiz-base: = bbox=[770, 1107, 778, 1121]
ruler-position: 112,123,693 bbox=[259, 36, 325, 50]
gencode-gene-label[interactable]: FYN bbox=[129, 625, 153, 639]
gencode-transcript[interactable]: ‹‹‹‹‹‹‹‹‹‹‹‹‹‹‹‹‹‹‹‹‹‹‹‹‹‹‹‹‹‹‹‹‹‹‹‹‹‹‹‹‹‹‹‹‹‹‹‹‹‹‹‹‹‹‹‹‹‹‹‹‹‹‹‹‹‹‹‹‹‹‹‹‹‹‹‹‹‹‹‹‹‹‹‹‹‹‹‹‹‹‹‹‹‹‹‹‹‹‹‹‹‹‹‹‹‹‹‹‹‹‹‹‹‹‹‹‹‹‹‹‹‹‹‹‹‹‹‹‹‹‹‹‹‹‹‹‹‹‹‹‹‹‹‹‹‹‹‹‹‹‹‹‹‹‹‹‹‹‹‹‹‹‹‹‹‹‹‹‹‹‹‹‹‹‹‹‹‹‹‹‹‹‹‹‹‹‹‹‹‹‹‹‹‹‹‹‹‹‹‹ bbox=[156, 178, 603, 189]
gencode-transcript[interactable]: ‹‹‹‹‹‹‹‹‹‹‹‹‹‹‹‹‹‹‹‹‹‹‹‹‹‹‹‹‹‹‹‹‹‹‹‹‹‹‹‹‹‹‹‹‹‹‹‹‹‹‹‹‹‹‹‹‹‹‹‹‹‹‹‹‹‹‹‹‹‹‹‹‹‹‹‹‹‹‹‹‹‹‹‹‹‹‹‹‹‹‹‹‹‹‹‹‹‹‹‹‹‹‹‹‹‹‹‹‹‹‹‹‹‹‹‹‹‹‹‹‹‹‹‹‹‹‹‹‹‹‹‹‹‹‹‹‹‹‹‹‹‹‹‹‹‹‹‹‹‹‹‹‹‹‹‹‹‹‹‹‹‹‹‹‹‹‹‹‹‹‹‹‹‹‹‹‹‹‹‹‹‹‹‹‹‹‹‹‹‹‹‹‹‹‹‹‹‹‹‹ bbox=[156, 466, 603, 477]
multiz-base: - bbox=[770, 1077, 775, 1091]
multiz-species-label[interactable]: Zebrafish bbox=[102, 1152, 153, 1166]
gencode-gene-label[interactable]: FYN bbox=[129, 545, 153, 559]
gencode-transcript[interactable]: ‹‹‹‹‹‹‹‹‹‹‹‹‹‹‹‹‹‹‹‹‹‹‹‹‹‹‹‹‹‹‹‹‹‹‹‹‹‹‹‹‹‹‹‹‹‹‹‹‹‹‹‹‹‹‹‹‹‹‹‹‹‹‹‹‹‹‹‹‹‹‹‹‹‹‹‹‹‹‹‹‹‹‹‹‹‹‹‹‹‹‹‹‹‹‹‹‹‹‹‹‹‹‹‹‹‹‹‹‹‹‹‹‹‹‹‹‹‹‹‹‹‹‹‹‹‹‹‹‹‹‹‹‹‹‹‹‹‹‹‹‹‹‹‹‹‹‹‹‹‹‹‹‹‹‹‹‹‹‹‹‹‹‹‹‹‹‹‹‹‹‹‹‹‹‹‹‹‹‹‹‹‹‹‹‹‹‹‹‹‹‹‹‹‹‹‹‹‹‹‹ bbox=[156, 418, 603, 429]
multiz-base: = bbox=[594, 1092, 602, 1106]
gencode-gene-label[interactable]: FYN bbox=[129, 385, 153, 399]
scale-db: hg19 bbox=[650, 17, 677, 31]
gencode-gene-label[interactable]: FYN bbox=[129, 657, 153, 671]
base-letter: T bbox=[242, 49, 250, 63]
gencode-transcript[interactable]: ‹‹‹‹‹‹‹‹‹‹‹‹‹‹‹‹‹‹‹‹‹‹‹‹‹‹‹‹‹‹‹‹‹‹‹‹‹‹‹‹‹‹‹‹‹‹‹‹‹‹‹‹‹‹‹‹‹‹‹‹‹‹‹‹‹‹‹‹‹‹‹‹‹‹‹‹‹‹‹‹‹‹‹‹‹‹‹‹‹‹‹‹‹‹‹‹‹‹‹‹‹‹‹‹‹‹‹‹‹‹‹‹‹‹‹‹‹‹‹‹‹‹‹‹‹‹‹‹‹‹‹‹‹‹‹‹‹‹‹‹‹‹‹‹‹‹‹‹‹‹‹‹‹‹‹‹‹‹‹‹‹‹‹‹‹‹‹‹‹‹‹‹‹‹‹‹‹‹‹‹‹‹‹‹‹‹‹‹‹‹‹‹‹‹‹‹‹‹‹‹ bbox=[156, 402, 603, 413]
multiz-base: A bbox=[858, 1062, 867, 1076]
base-letter: G bbox=[154, 49, 164, 63]
ruler-position: 112,123,698 bbox=[699, 36, 766, 50]
multiz-base: - bbox=[154, 1077, 159, 1091]
scale-text: 2 bases bbox=[415, 17, 458, 31]
multiz-species-label[interactable]: Mouse bbox=[116, 1077, 153, 1091]
multiz-base: = bbox=[858, 1107, 866, 1121]
gencode-transcript[interactable]: ‹‹‹‹‹‹‹‹‹‹‹‹‹‹‹‹‹‹‹‹‹‹‹‹‹‹‹‹‹‹‹‹‹‹‹‹‹‹‹‹‹‹‹‹‹‹‹‹‹‹‹‹‹‹‹‹‹‹‹‹‹‹‹‹‹‹‹‹‹‹‹‹‹‹‹‹‹‹‹‹‹‹‹‹‹‹‹‹‹‹‹‹‹‹‹‹‹‹‹‹‹‹‹‹‹‹‹‹‹‹‹‹‹‹‹‹‹‹‹‹‹‹‹‹‹‹‹‹‹‹‹‹‹‹‹‹‹‹‹‹‹‹‹‹‹‹‹‹‹‹‹‹‹‹‹‹‹‹‹‹‹‹‹‹‹‹‹‹‹‹‹‹‹‹‹‹‹‹‹‹‹‹‹‹‹‹‹‹‹‹‹‹‹‹‹‹‹‹‹‹ bbox=[156, 482, 603, 493]
gencode-gene-label[interactable]: FYN bbox=[129, 513, 153, 527]
phylop-label[interactable]: 100 Vert. Cons bbox=[13, 976, 93, 990]
multiz-base: - bbox=[242, 1077, 247, 1091]
publications-sequences-label[interactable]: Sequences bbox=[92, 735, 153, 749]
multiz-base: C bbox=[682, 1062, 692, 1076]
gencode-gene-label[interactable]: FYN bbox=[129, 225, 153, 239]
chrom-label: chr6: bbox=[126, 36, 153, 50]
gencode-gene-label[interactable]: FYN bbox=[129, 257, 153, 271]
gencode-transcript[interactable]: ‹‹‹‹‹‹‹‹‹‹‹‹‹‹‹‹‹‹‹‹‹‹‹‹‹‹‹‹‹‹‹‹‹‹‹‹‹‹‹‹‹‹‹‹‹‹‹‹‹‹‹‹‹‹‹‹‹‹‹‹‹‹‹‹‹‹‹‹‹‹‹‹‹‹‹‹‹‹‹‹‹‹‹‹‹‹‹‹‹‹‹‹‹‹‹‹‹‹‹‹‹‹‹‹‹‹‹‹‹‹‹‹‹‹‹‹‹‹‹‹‹‹‹‹‹‹‹‹‹‹‹‹‹‹‹‹‹‹‹‹‹‹‹‹‹‹‹‹‹‹‹‹‹‹‹‹‹‹‹‹‹‹‹‹‹‹‹‹‹‹‹‹‹‹‹‹‹‹‹‹‹‹‹‹‹‹‹‹‹‹‹‹‹‹‹‹‹‹‹‹ bbox=[156, 642, 603, 653]
gencode-gene-label[interactable]: FYN bbox=[129, 273, 153, 287]
base-letter: G bbox=[770, 49, 781, 63]
gencode-gene-label[interactable]: FYN bbox=[129, 497, 153, 511]
multiz-base: - bbox=[330, 1077, 335, 1091]
ruler-position: 112,123,699 bbox=[787, 36, 854, 50]
gencode-transcript[interactable]: ‹‹‹‹‹‹‹‹‹‹‹‹‹‹‹‹‹‹‹‹‹‹‹‹‹‹‹‹‹‹‹‹‹‹‹‹‹‹‹‹‹‹‹‹‹‹‹‹‹‹‹‹‹‹‹‹‹‹‹‹‹‹‹‹‹‹‹‹‹‹‹‹‹‹‹‹‹‹‹‹‹‹‹‹‹‹‹‹‹‹‹‹‹‹‹‹‹‹‹‹‹‹‹‹‹‹‹‹‹‹‹‹‹‹‹‹‹‹‹‹‹‹‹‹‹‹‹‹‹‹‹‹‹‹‹‹‹‹‹‹‹‹‹‹‹‹‹‹‹‹‹‹‹‹‹‹‹‹‹‹‹‹‹‹‹‹‹‹‹‹‹‹‹‹‹‹‹‹‹‹‹‹‹‹‹‹‹‹‹‹‹‹‹‹‹‹‹‹‹‹ bbox=[156, 146, 603, 157]
gencode-transcript[interactable]: ‹‹‹‹‹‹‹‹‹‹‹‹‹‹‹‹‹‹‹‹‹‹‹‹‹‹‹‹‹‹‹‹‹‹‹‹‹‹‹‹‹‹‹‹‹‹‹‹‹‹‹‹‹‹‹‹‹‹‹‹‹‹‹‹‹‹‹‹‹‹‹‹‹‹‹‹‹‹‹‹‹‹‹‹‹‹‹‹‹‹‹‹‹‹‹‹‹‹‹‹‹‹‹‹‹‹‹‹‹‹‹‹‹‹‹‹‹‹‹‹‹‹‹‹‹‹‹‹‹‹‹‹‹‹‹‹‹‹‹‹‹‹‹‹‹‹‹‹‹‹‹‹‹‹‹‹‹‹‹‹‹‹‹‹‹‹‹‹‹‹‹‹‹‹‹‹‹‹‹‹‹‹‹‹‹‹‹‹‹‹‹‹‹‹‹‹‹‹‹‹ bbox=[156, 354, 603, 365]
gencode-gene-label[interactable]: FYN bbox=[129, 433, 153, 447]
